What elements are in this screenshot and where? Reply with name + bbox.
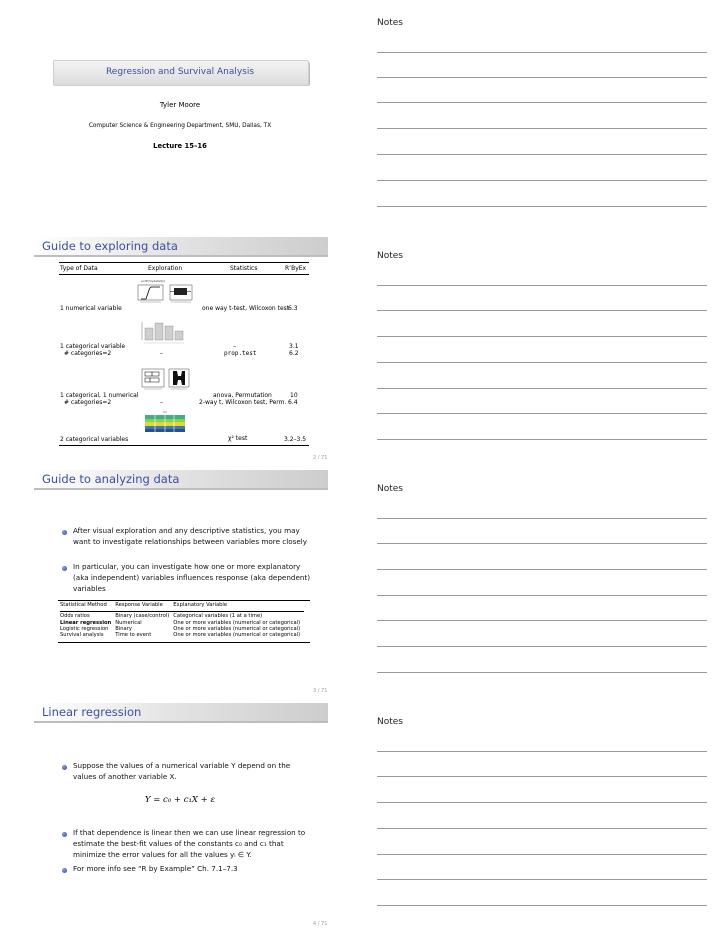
row1-type: 1 numerical variable	[60, 305, 122, 312]
row2-statistics-2: prop.test	[224, 350, 257, 357]
col-header-type: Type of Data	[60, 265, 98, 272]
page-number: 3 / 71	[313, 688, 328, 694]
row3-statistics: anova, Permutation	[213, 392, 272, 399]
bullet-1: Suppose the values of a numerical variable Y depend on the values of another variable X.	[73, 761, 291, 781]
bullet-icon	[62, 868, 67, 873]
notes-label-1: Notes	[377, 18, 403, 28]
row2-ref: 3.1	[289, 343, 299, 350]
row3-ref-2: 6.4	[288, 399, 298, 406]
page-number: 2 / 71	[313, 455, 328, 461]
methods-table	[60, 602, 304, 638]
row1-statistics: one way t-test, Wilcoxon test	[202, 305, 290, 312]
col-header-ref: R’ByEx	[285, 265, 307, 272]
row4-type: 2 categorical variables	[60, 436, 129, 443]
bullet-icon	[62, 765, 67, 770]
col-header: Explanatory Variable	[173, 602, 228, 608]
row2-statistics: –	[233, 343, 236, 350]
bullet-icon	[62, 832, 67, 837]
row4-statistics: χ² test	[228, 435, 248, 442]
author: Tyler Moore	[159, 101, 201, 109]
bullet-icon	[62, 566, 67, 571]
col-header: Statistical Method	[60, 602, 107, 608]
row3-exploration: –	[160, 399, 163, 406]
notes-label-3: Notes	[377, 484, 403, 494]
lecture: Lecture 15–16	[153, 142, 207, 150]
bullet-3: For more info see “R by Example” Ch. 7.1–7.3	[73, 864, 238, 873]
row1-ref: 6.3	[288, 305, 298, 312]
col-header-statistics: Statistics	[230, 265, 258, 272]
table-row: Survival analysis Time to event One or more variables (numerical or categorical)	[60, 632, 301, 639]
table-row: Linear regression Numerical One or more variables (numerical or categorical)	[60, 619, 301, 626]
row3-type-note: # categories=2	[64, 399, 112, 406]
bullet-2: In particular, you can investigate how one or more explanatory (aka independent) variables influences response (aka dependent) variables	[73, 562, 311, 593]
presentation-title: Regression and Survival Analysis	[105, 67, 255, 77]
bullet-1: After visual exploration and any descriptive statistics, you may want to investigate relationships between variables more closely	[73, 526, 308, 546]
bullet-2: If that dependence is linear then we can use linear regression to estimate the best-fit values of the constants c₀ and c₁ that minimize the error values for all the values yᵢ ∈ Y.	[73, 828, 306, 859]
row2-type-note: # categories=2	[64, 350, 112, 357]
row3-statistics-2: 2-way t, Wilcoxon test, Perm.	[199, 399, 287, 406]
table-row: Odds ratios Binary (case/control) Categorical variables (1 at a time)	[60, 613, 263, 620]
table-row: Logistic regression Binary One or more variables (numerical or categorical)	[60, 625, 301, 632]
bullet-icon	[62, 530, 67, 535]
notes-label-4: Notes	[377, 717, 403, 727]
row2-ref-2: 6.2	[289, 350, 299, 357]
row3-ref: 10	[290, 392, 298, 399]
slide-title: Guide to exploring data	[42, 239, 178, 253]
notes-label-2: Notes	[377, 251, 403, 261]
slide-title: Guide to analyzing data	[42, 472, 180, 486]
page-number: 4 / 71	[313, 921, 328, 927]
row4-ref: 3.2–3.5	[284, 436, 307, 443]
row3-type: 1 categorical, 1 numerical	[60, 392, 139, 399]
col-header-exploration: Exploration	[148, 265, 183, 272]
slide-title: Linear regression	[42, 705, 142, 719]
affiliation: Computer Science & Engineering Department, SMU, Dallas, TX	[88, 123, 272, 129]
col-header: Response Variable	[115, 602, 163, 608]
regression-equation: Y = c₀ + c₁X + ε	[144, 795, 216, 805]
row2-type: 1 categorical variable	[60, 343, 126, 350]
row2-exploration: –	[160, 350, 163, 357]
